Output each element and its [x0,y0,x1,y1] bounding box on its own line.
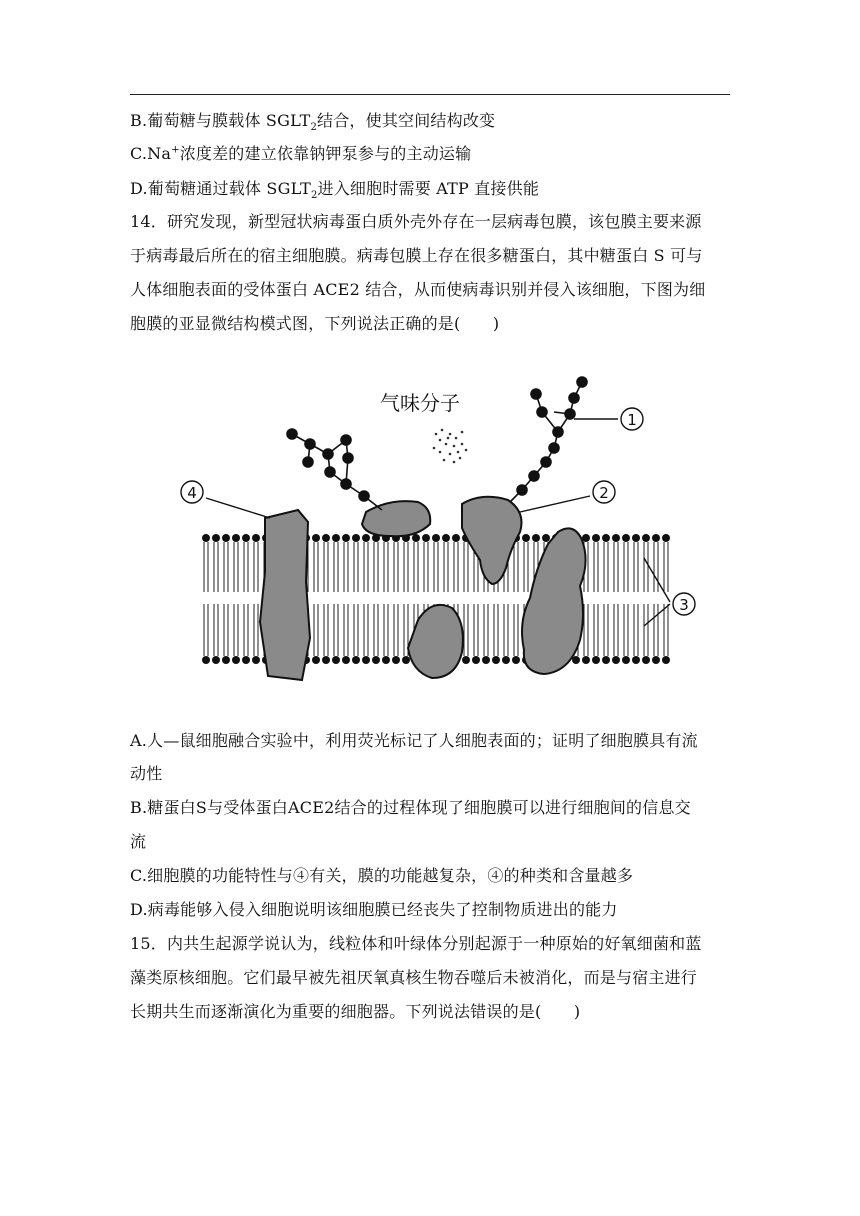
phospholipid-head [312,534,320,542]
phospholipid-head [582,656,590,664]
phospholipid-head [652,656,660,664]
phospholipid-head [202,534,210,542]
q14-option-b: B.糖蛋白S与受体蛋白ACE2结合的过程体现了细胞膜可以进行细胞间的信息交 [130,798,691,817]
phospholipid-head [422,534,430,542]
odor-molecule-label: 气味分子 [380,391,460,415]
peripheral-protein-outer [362,501,430,536]
phospholipid-head [322,656,330,664]
phospholipid-head [622,656,630,664]
phospholipid-head [392,656,400,664]
phospholipid-head [642,656,650,664]
phospholipid-head [482,656,490,664]
phospholipid-head [622,534,630,542]
q14-option-c: C.细胞膜的功能特性与④有关，膜的功能越复杂，④的种类和含量越多 [130,866,634,885]
phospholipid-head [362,534,370,542]
protein-2 [462,497,522,584]
phospholipid-head [352,534,360,542]
phospholipid-head [212,534,220,542]
phospholipid-head [202,656,210,664]
q14-stem-line: 14．研究发现，新型冠状病毒蛋白质外壳外存在一层病毒包膜，该包膜主要来源 [130,212,702,231]
q14-stem-line: 胞膜的亚显微结构模式图，下列说法正确的是( ) [130,314,500,333]
odor-molecules [433,429,468,464]
phospholipid-head [252,534,260,542]
phospholipid-head [362,656,370,664]
phospholipid-head [242,656,250,664]
q15-stem-line: 长期共生而逐渐演化为重要的细胞器。下列说法错误的是( ) [130,1002,581,1021]
q15-stem-line: 藻类原核细胞。它们最早被先祖厌氧真核生物吞噬后未被消化，而是与宿主进行 [130,968,698,987]
q14-option-a-cont: 动性 [130,764,163,783]
svg-text:3: 3 [679,596,689,614]
phospholipid-head [602,656,610,664]
marker-1 [621,408,643,430]
q14-option-a: A.人—鼠细胞融合实验中，利用荧光标记了人细胞表面的；证明了细胞膜具有流 [130,731,698,750]
phospholipid-head [632,534,640,542]
marker-4 [181,481,203,503]
phospholipid-head [442,534,450,542]
phospholipid-head [662,656,670,664]
phospholipid-head [652,534,660,542]
svg-text:4: 4 [187,484,197,502]
phospholipid-head [632,656,640,664]
phospholipid-head [662,534,670,542]
phospholipid-head [212,656,220,664]
phospholipid-head [322,534,330,542]
phospholipid-head [452,534,460,542]
phospholipid-head [242,534,250,542]
phospholipid-head [592,656,600,664]
phospholipid-head [502,656,510,664]
phospholipid-head [532,534,540,542]
q14-option-b-cont: 流 [130,832,147,851]
transmembrane-protein-4 [260,510,310,680]
q14-option-d: D.病毒能够入侵入细胞说明该细胞膜已经丧失了控制物质进出的能力 [130,900,618,919]
phospholipid-head [512,656,520,664]
phospholipid-head [312,656,320,664]
svg-text:2: 2 [599,484,609,502]
marker-3 [673,593,695,615]
q13-option-b: B.葡萄糖与膜载体 $SGLT_2$结合，使其空间结构改变 [130,111,496,134]
phospholipid-head [612,534,620,542]
glycan-chain-right [510,377,587,502]
cell-membrane-diagram [170,372,730,692]
phospholipid-head [342,656,350,664]
phospholipid-head [462,656,470,664]
phospholipid-head [402,656,410,664]
phospholipid-head [472,656,480,664]
phospholipid-head [352,656,360,664]
q13-option-c: C.Na+浓度差的建立依靠钠钾泵参与的主动运输 [130,144,472,163]
phospholipid-head [432,534,440,542]
phospholipid-head [222,656,230,664]
peripheral-protein-inner [408,605,463,678]
phospholipid-head [602,534,610,542]
q13-option-d: D.葡萄糖通过载体 $SGLT_2$进入细胞时需要 ATP 直接供能 [130,179,540,202]
phospholipid-head [342,534,350,542]
q14-stem-line: 人体细胞表面的受体蛋白 ACE2 结合，从而使病毒识别并侵入该细胞，下图为细 [130,280,706,299]
transmembrane-protein-right [522,528,586,674]
phospholipid-head [232,656,240,664]
header-rule [130,94,730,95]
phospholipid-head [382,656,390,664]
marker-2 [593,481,615,503]
phospholipid-head [252,656,260,664]
q15-stem-line: 15．内共生起源学说认为，线粒体和叶绿体分别起源于一种原始的好氧细菌和蓝 [130,934,702,953]
phospholipid-head [642,534,650,542]
phospholipid-head [332,534,340,542]
phospholipid-head [372,656,380,664]
phospholipid-head [412,534,420,542]
phospholipid-head [612,656,620,664]
q14-stem-line: 于病毒最后所在的宿主细胞膜。病毒包膜上存在很多糖蛋白，其中糖蛋白 S 可与 [130,246,703,265]
phospholipid-head [592,534,600,542]
glycan-chain-left [287,429,382,510]
phospholipid-head [332,656,340,664]
phospholipid-head [492,656,500,664]
phospholipid-head [232,534,240,542]
phospholipid-head [522,534,530,542]
phospholipid-head [222,534,230,542]
svg-text:1: 1 [627,411,637,429]
phospholipid-head [542,534,550,542]
